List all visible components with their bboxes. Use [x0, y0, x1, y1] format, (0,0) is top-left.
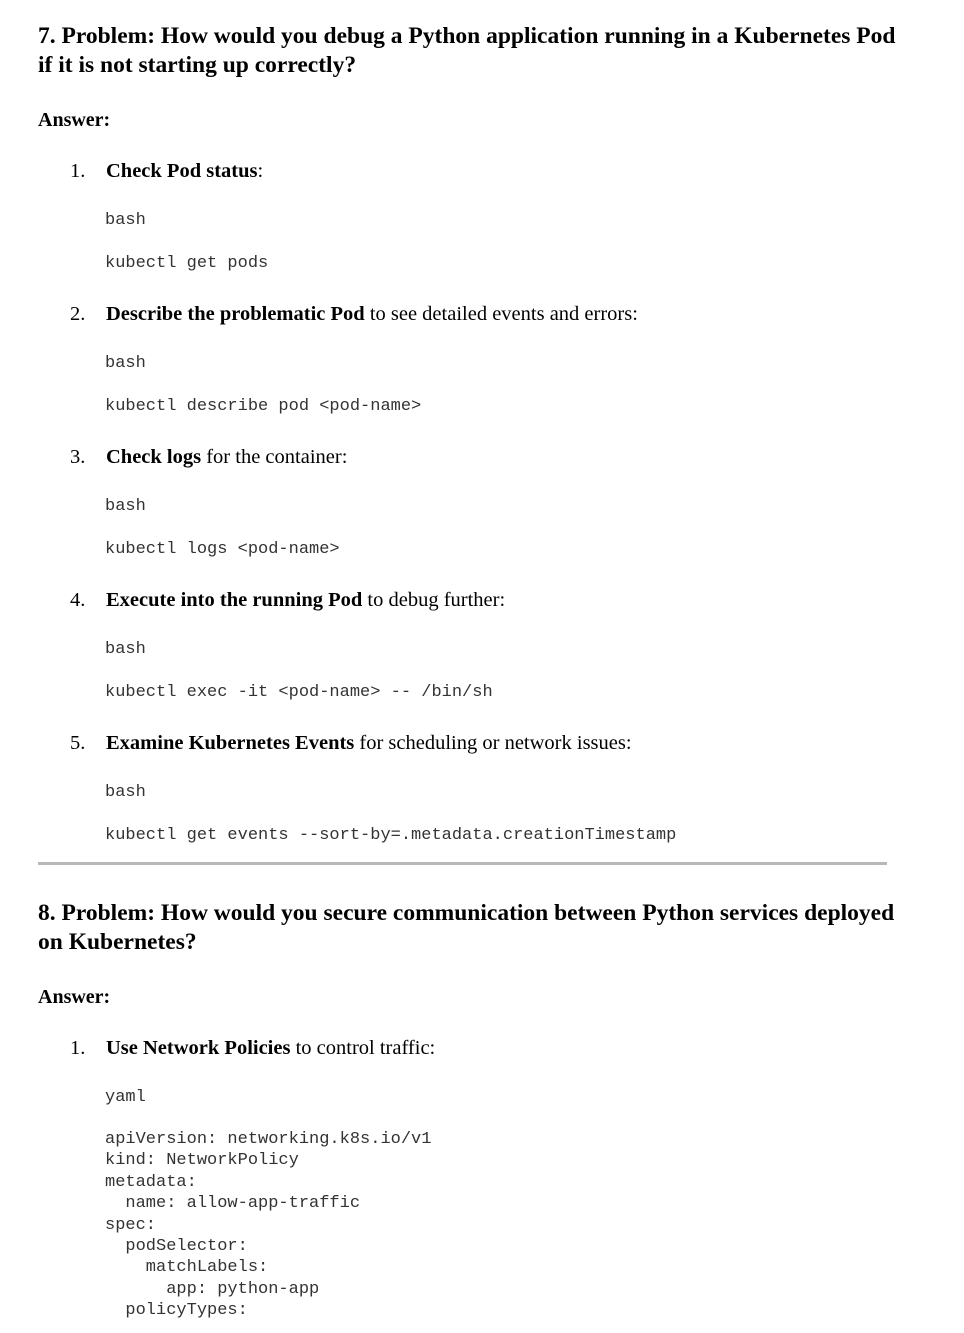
step-description: to control traffic: [290, 1037, 436, 1059]
step-number: 3. [70, 446, 86, 468]
step-heading: Examine Kubernetes Events [106, 732, 355, 754]
section-8-title: 8. Problem: How would you secure communication between Python services deployed on Kubernetes? [38, 900, 895, 955]
section-7-step-3 [70, 444, 347, 470]
step-description: for scheduling or network issues: [354, 732, 632, 754]
code-language-label: bash [105, 783, 146, 802]
step-description: : [257, 160, 264, 182]
code-snippet: kubectl get events --sort-by=.metadata.creationTimestamp [105, 826, 677, 845]
section-7-step-2 [70, 301, 638, 327]
code-language-label: bash [105, 497, 146, 516]
section-7-step-5 [70, 730, 632, 756]
step-heading: Describe the problematic Pod [106, 303, 365, 325]
yaml-code-block: apiVersion: networking.k8s.io/v1 kind: NetworkPolicy metadata: name: allow-app-traffic spec: podSelector: matchLabels: app: python-app policyTypes: [105, 1130, 432, 1321]
step-number: 1. [70, 160, 86, 182]
step-description: to debug further: [362, 589, 506, 611]
step-heading: Use Network Policies [106, 1037, 291, 1059]
step-heading: Check Pod status [106, 160, 258, 182]
code-snippet: kubectl get pods [105, 254, 269, 273]
code-snippet: kubectl logs <pod-name> [105, 540, 340, 559]
step-number: 4. [70, 589, 86, 611]
code-language-label: bash [105, 640, 146, 659]
section-7-answer-label: Answer: [38, 109, 111, 131]
step-heading: Execute into the running Pod [106, 589, 363, 611]
step-heading: Check logs [106, 446, 202, 468]
step-description: to see detailed events and errors: [364, 303, 638, 325]
section-7-step-4 [70, 587, 505, 613]
step-number: 1. [70, 1037, 86, 1059]
code-snippet: kubectl exec -it <pod-name> -- /bin/sh [105, 683, 493, 702]
code-language-label: bash [105, 354, 146, 373]
code-language-label: yaml [105, 1088, 146, 1107]
section-divider [38, 862, 887, 865]
step-description: for the container: [201, 446, 348, 468]
step-number: 5. [70, 732, 86, 754]
section-7-title: 7. Problem: How would you debug a Python application running in a Kubernetes Pod if it is not starting up correctly? [38, 23, 896, 78]
section-8-answer-label: Answer: [38, 986, 111, 1008]
step-number: 2. [70, 303, 86, 325]
code-snippet: kubectl describe pod <pod-name> [105, 397, 422, 416]
code-language-label: bash [105, 211, 146, 230]
section-7-step-1 [70, 158, 263, 184]
section-8-step-1 [70, 1035, 435, 1061]
